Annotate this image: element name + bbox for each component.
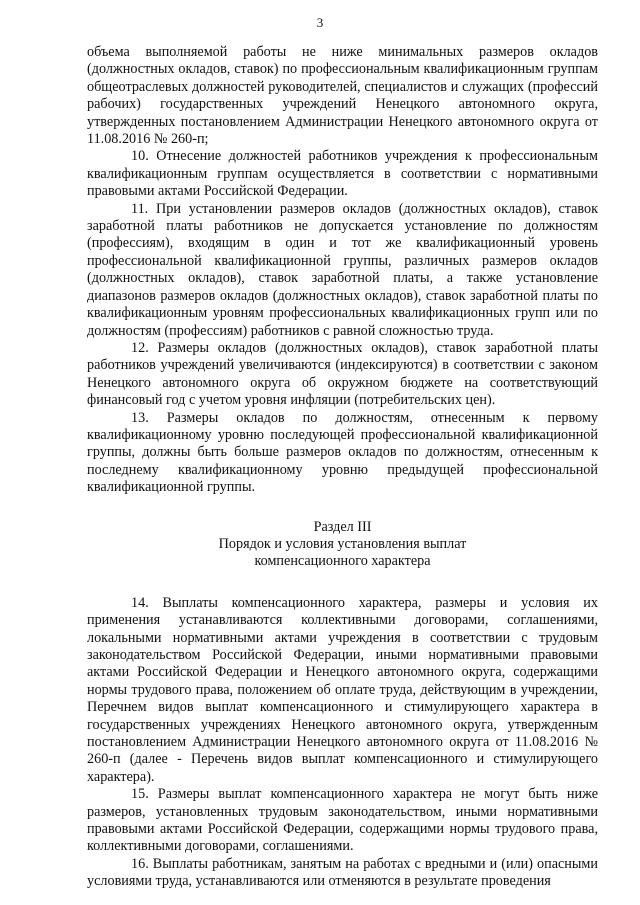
paragraph-12: 12. Размеры окладов (должностных окладов), ставок заработной платы работников учреждений увеличиваются (индексируются) в соответствии с законом Ненецкого автономного округа об окружном бюджете на соответствующий финансовый год с учетом уровня инфляции (потребительских цен). [87,339,598,409]
paragraph-10: 10. Отнесение должностей работников учреждения к профессиональным квалификационным группам осуществляется в соответствии с нормативными правовыми актами Российской Федерации. [87,148,598,200]
section-title-line1: Порядок и условия установления выплат [218,535,467,552]
document-body [87,44,598,891]
paragraph-14: 14. Выплаты компенсационного характера, размеры и условия их применения устанавливаются коллективными договорами, соглашениями, локальными нормативными актами учреждения в соответствии с трудовым законодательством Российской Федерации, иными нормативными правовыми актами Российской Федерации и Ненецкого автономного округа, содержащими нормы трудового права, положением об оплате труда, действующим в учреждении, Перечнем видов выплат компенсационного и стимулирующего характера в государственных учреждениях Ненецкого автономного округа, утвержденным постановлением Администрации Ненецкого автономного округа от 11.08.2016 № 260-п (далее - Перечень видов выплат компенсационного и стимулирующего характера). [87,594,598,785]
page-number: 3 [316,15,324,30]
paragraph-13: 13. Размеры окладов по должностям, отнесенным к первому квалификационному уровню последующей профессиональной квалификационной группы, должны быть больше размеров окладов по должностям, отнесенным к последнему квалификационному уровню предыдущей профессиональной квалификационной группы. [87,409,598,496]
paragraph-continuation: объема выполняемой работы не ниже минимальных размеров окладов (должностных окладов, ставок) по профессиональным квалификационным группам общеотраслевых должностей руководителей, специалистов и служащих (профессий рабочих) государственных учреждений Ненецкого автономного округа, утвержденных постановлением Администрации Ненецкого автономного округа от 11.08.2016 № 260-п; [87,44,598,148]
paragraph-11: 11. При установлении размеров окладов (должностных окладов), ставок заработной платы работников не допускается установление по должностям (профессиям), входящим в один и тот же квалификационный уровень профессиональной квалификационной группы, различных размеров окладов (должностных окладов), ставок заработной платы, а также установление диапазонов размеров окладов (должностных окладов), ставок заработной платы по квалификационным уровням профессиональных квалификационных групп или по должностям (профессиям) работников с равной сложностью труда. [87,200,598,339]
paragraph-15: 15. Размеры выплат компенсационного характера не могут быть ниже размеров, установленных трудовым законодательством, иными нормативными правовыми актами Российской Федерации, содержащими нормы трудового права, коллективными договорами, соглашениями. [87,786,598,855]
paragraph-16: 16. Выплаты работникам, занятым на работах с вредными и (или) опасными условиями труда, устанавливаются или отменяются в результате проведения [87,855,598,890]
section-label: Раздел III [313,518,372,535]
section-heading [87,519,598,571]
section-title-line2: компенсационного характера [254,553,431,570]
